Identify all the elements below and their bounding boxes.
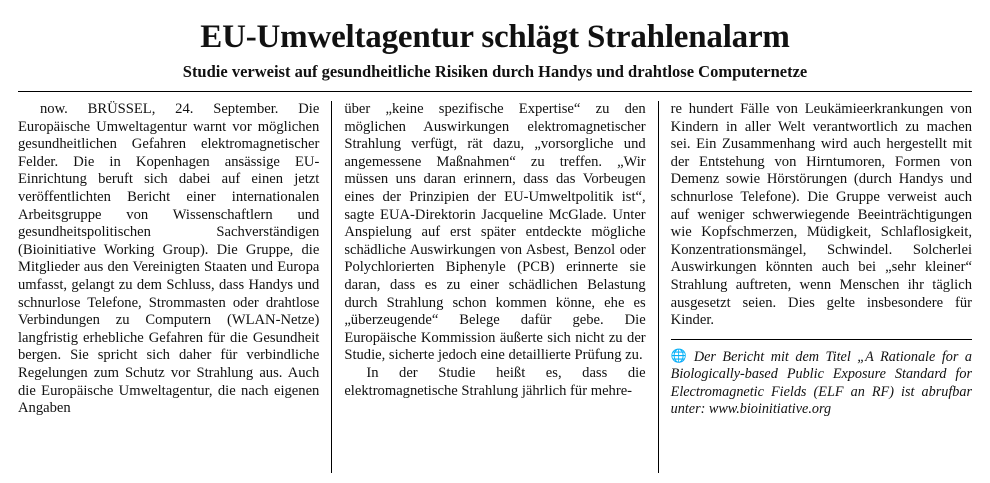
column-2: [344, 101, 645, 473]
article-subhead: Studie verweist auf gesundheitliche Risiken durch Handys und drahtlose Computernetze: [182, 62, 808, 81]
column-3: [671, 101, 972, 473]
source-note-text: Der Bericht mit dem Titel „A Rationale for a Biologically-based Public Exposure Standard for Electromagnetic Fields (ELF an RF) ist abrufbar unter: www.bioinitiative.org: [670, 348, 972, 417]
paragraph: über „keine spezifische Expertise“ zu den möglichen Auswirkungen elektromagnetischer Strahlung verfügt, rät dazu, „vorsorgliche und angemessene Maßnahmen“ zu treffen. „Wir müssen uns daran erinnern, dass das Vorbeugen eines der Prinzipien der EU-Umweltpolitik ist“, sagte EUA-Direktorin Jacqueline McGlade. Unter Anspielung auf erst später entdeckte mögliche schädliche Auswirkungen von Asbest, Benzol oder Polychlorierten Biphenyle (PCB) erinnerte sie daran, dass es zu einer schädlichen Belastung durch Strahlung schon kommen könne, ehe es „überzeugende“ Belege dafür gebe. Die Europäische Kommission äußerte sich nicht zu der Studie, sicherte jedoch eine detaillierte Prüfung zu.: [344, 101, 646, 364]
paragraph: re hundert Fälle von Leukämieerkrankungen von Kindern in aller Welt verantwortlich zu machen sei. Ein Zusammenhang wird auch hergestellt mit der Entstehung von Hirntumoren, Formen von Demenz sowie Hörstörungen (durch Handys und schnurlose Telefone). Die Gruppe verweist auch auf weniger schwerwiegende Beeinträchtigungen wie Kopfschmerzen, Müdigkeit, Schlaflosigkeit, Konzentrationsmängel, Schwindel. Solcherlei Auswirkungen könnten auch bei „sehr kleiner“ Strahlung auftreten, wenn Menschen ihr täglich ausgesetzt seien. Dies gelte insbesondere für Kinder.: [670, 101, 972, 329]
globe-icon: 🌐: [670, 347, 690, 363]
header-divider: [18, 91, 972, 92]
source-note: [671, 339, 972, 419]
paragraph: In der Studie heißt es, dass die elektromagnetische Strahlung jährlich für mehre-: [344, 364, 646, 399]
paragraph: now. BRÜSSEL, 24. September. Die Europäische Umweltagentur warnt vor möglichen gesundheitlichen Gefahren elektromagnetischer Felder. Die in Kopenhagen ansässige EU-Einrichtung beruft sich dabei auf einen jetzt veröffentlichten Bericht einer internationalen Arbeitsgruppe von Wissenschaftlern und gesundheitspolitischen Sachverständigen (Bioinitiative Working Group). Die Gruppe, die Mitglieder aus den Vereinigten Staaten und Europa umfasst, gelangt zu dem Schluss, dass Handys und schnurlose Telefone, Strommasten oder drahtlose Verbindungen zu Computern (WLAN-Netze) langfristig erhebliche Gefahren für die Gesundheit bergen. Sie spricht sich daher für verbindliche Regelungen zum Schutz vor Strahlung aus. Auch die Europäische Umweltagentur, die nach eigenen Angaben: [18, 101, 320, 417]
page-title: EU-Umweltagentur schlägt Strahlenalarm: [200, 19, 790, 55]
article-columns: [18, 101, 972, 473]
column-divider: [331, 101, 332, 473]
column-1: [18, 101, 319, 473]
column-divider: [658, 101, 659, 473]
